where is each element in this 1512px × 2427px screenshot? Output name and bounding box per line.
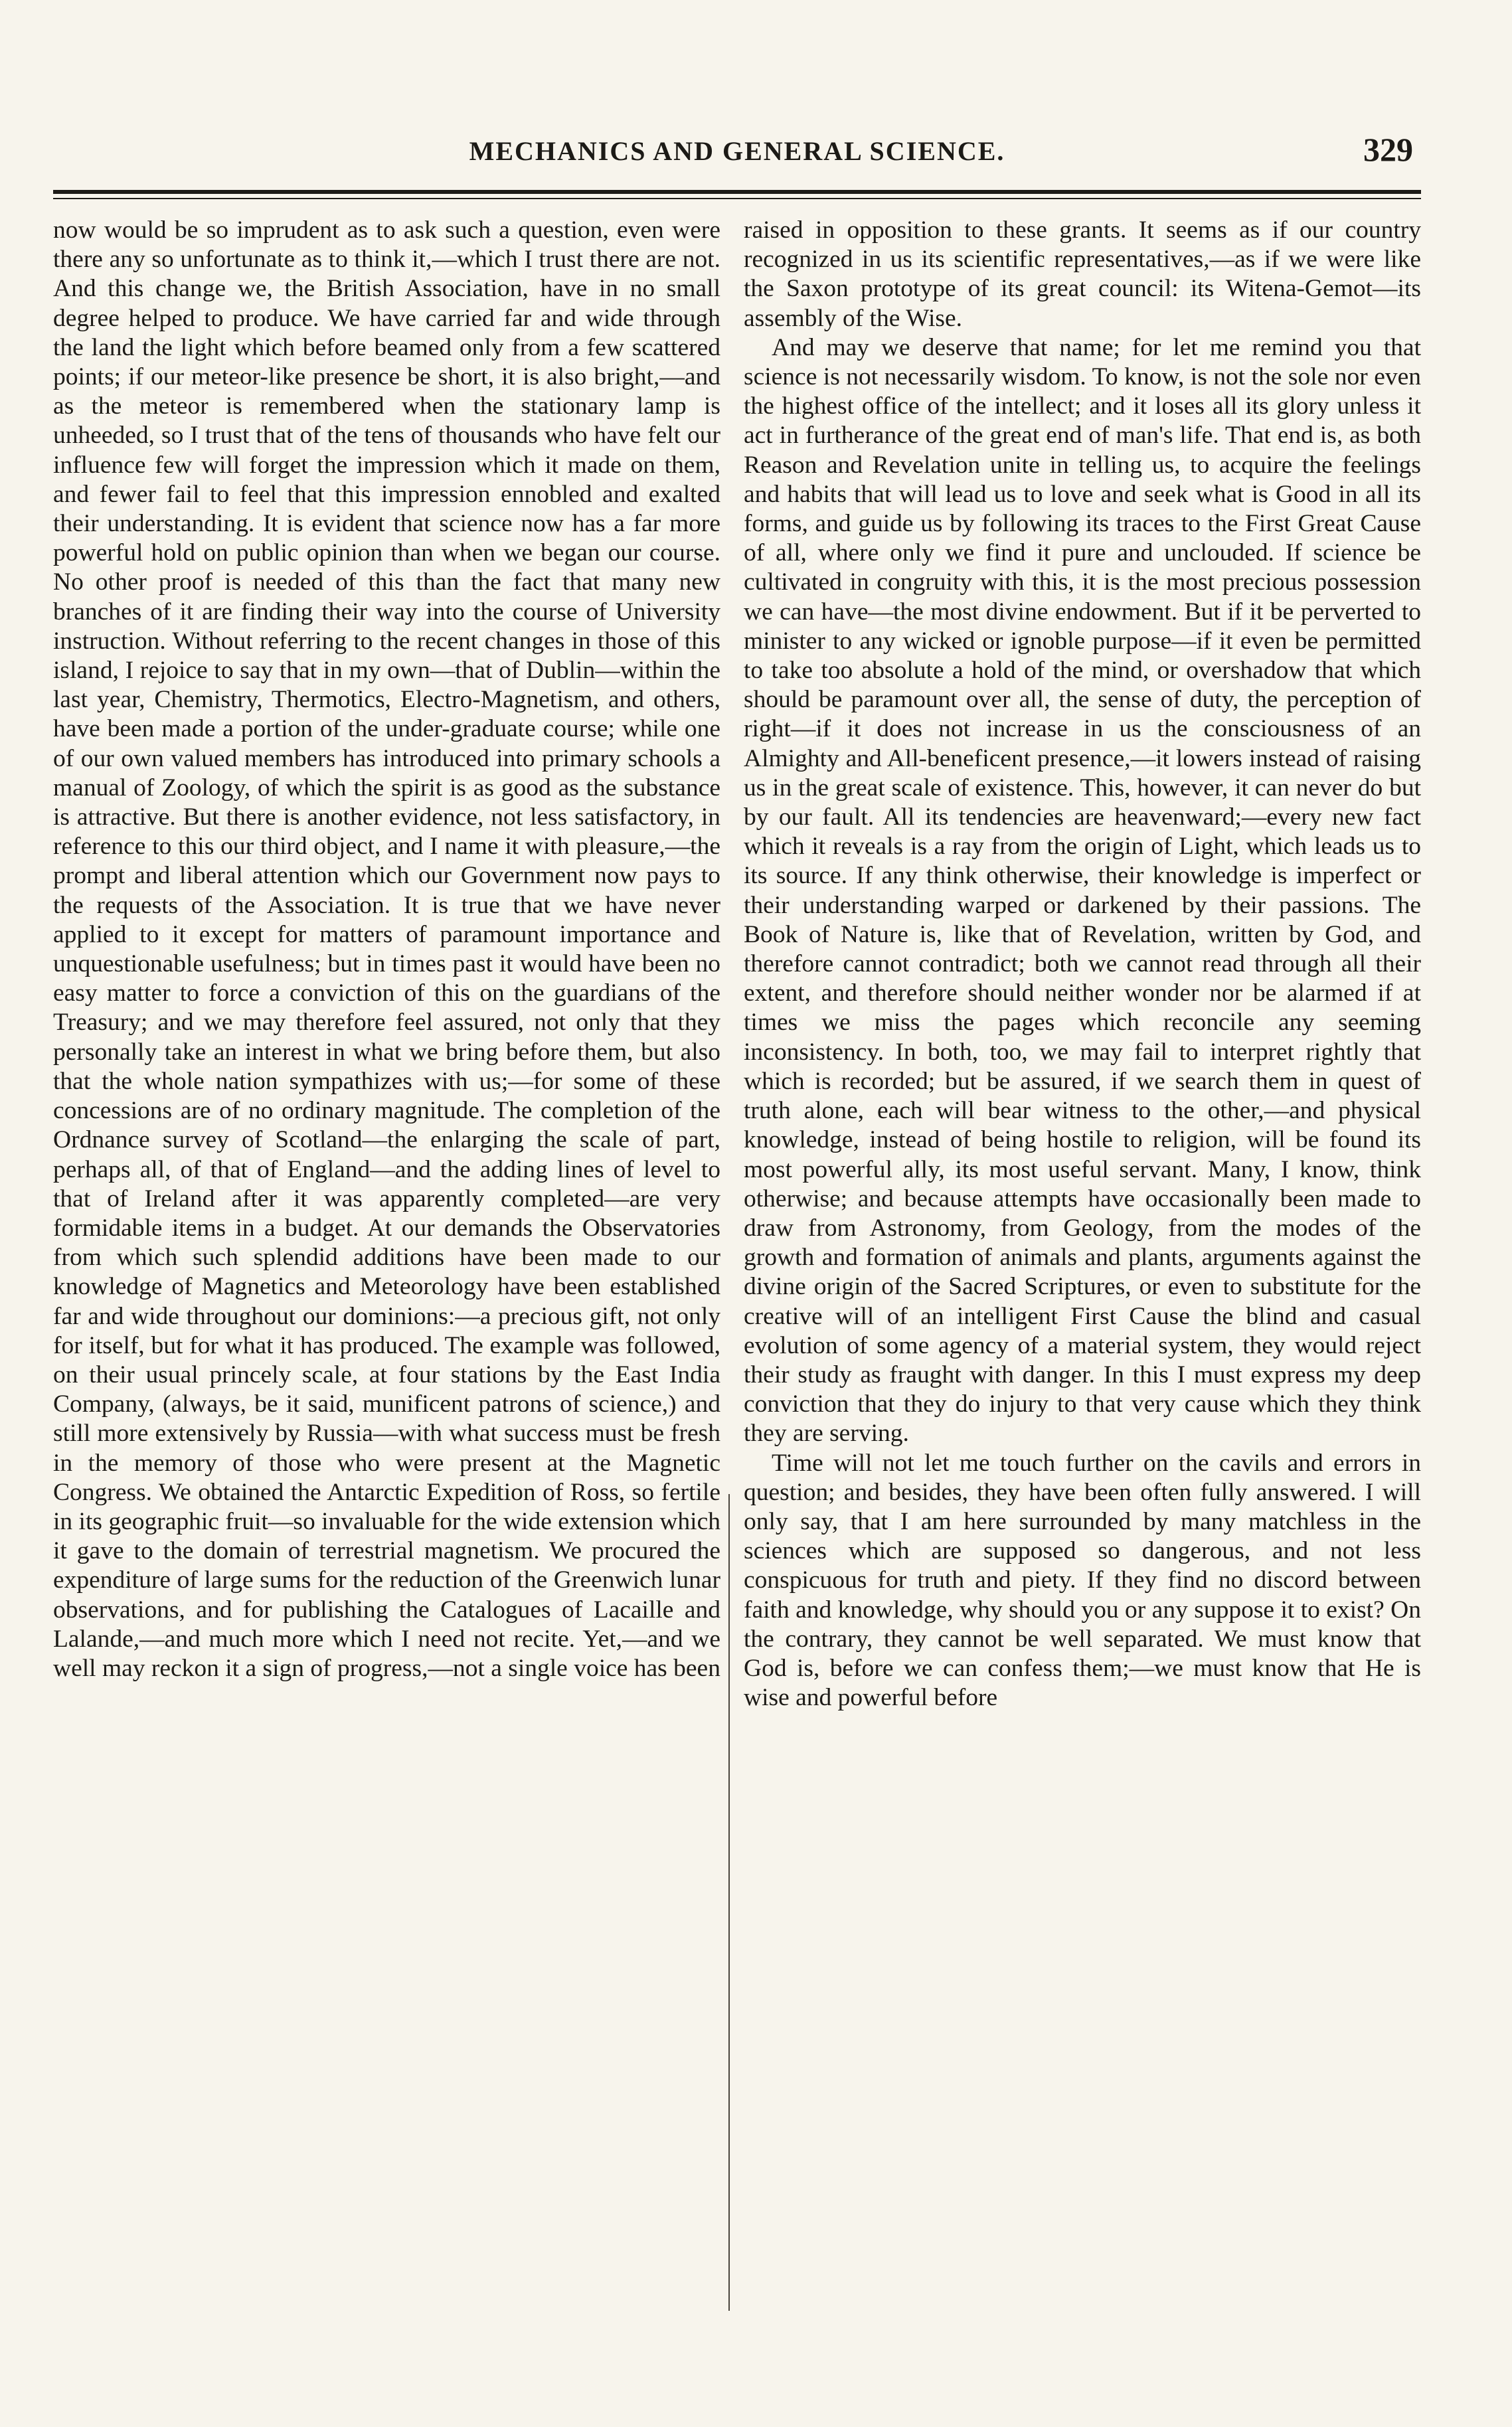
right-column (744, 216, 1421, 2307)
column-divider (728, 1494, 730, 2311)
header-rule-thick (53, 190, 1421, 194)
running-title: MECHANICS AND GENERAL SCIENCE. (469, 136, 1005, 166)
paragraph: raised in opposition to these grants. It seems as if our country recognized in us its scientific representatives,—as if we were like the Saxon prototype of its great council: its Witena-Gemot—its assembly of the Wise. (744, 216, 1421, 332)
paragraph: Time will not let me touch further on the cavils and errors in question; and besides, they have been often fully answered. I will only say, that I am here surrounded by many matchless in the sciences which are supposed so dangerous, and not less conspicuous for truth and piety. If they find no discord between faith and knowledge, why should you or any suppose it to exist? On the contrary, they cannot be well separated. We must know that God is, before we can confess them;—we must know that He is wise and powerful before (744, 1449, 1421, 1712)
left-column (53, 216, 720, 2307)
header-rule-thin (53, 198, 1421, 199)
page-number: 329 (1363, 131, 1413, 168)
paragraph: And may we deserve that name; for let me remind you that science is not necessarily wisdom. To know, is not the sole nor even the highest office of the intellect; and it loses all its glory unless it act in furtherance of the great end of man's life. That end is, as both Reason and Revelation unite in telling us, to acquire the feelings and habits that will lead us to love and seek what is Good in all its forms, and guide us by following its traces to the First Great Cause of all, where only we find it pure and unclouded. If science be cultivated in congruity with this, it is the most precious possession we can have—the most divine endowment. But if it be perverted to minister to any wicked or ignoble purpose—if it even be permitted to take too absolute a hold of the mind, or overshadow that which should be paramount over all, the sense of duty, the perception of right—if it does not increase in us the consciousness of an Almighty and All-beneficent presence,—it lowers instead of raising us in the great scale of existence. This, however, it can never do but by our fault. All its tendencies are heavenward;—every new fact which it reveals is a ray from the origin of Light, which leads us to its source. If any think otherwise, their knowledge is imperfect or their understanding warped or darkened by their passions. The Book of Nature is, like that of Revelation, written by God, and therefore cannot contradict; both we cannot read through all their extent, and therefore should neither wonder nor be alarmed if at times we miss the pages which reconcile any seeming inconsistency. In both, too, we may fail to interpret rightly that which is recorded; but be assured, if we search them in quest of truth alone, each will bear witness to the other,—and physical knowledge, instead of being hostile to religion, will be found its most powerful ally, its most useful servant. Many, I know, think otherwise; and because attempts have occasionally been made to draw from Astronomy, from Geology, from the modes of the growth and formation of animals and plants, arguments against the divine origin of the Sacred Scriptures, or even to substitute for the creative will of an intelligent First Cause the blind and casual evolution of some agency of a material system, they would reject their study as fraught with danger. In this I must express my deep conviction that they do injury to that very cause which they think they are serving. (744, 333, 1421, 1448)
running-head (53, 130, 1421, 177)
paragraph: now would be so imprudent as to ask such a question, even were there any so unfortunate as to think it,—which I trust there are not. And this change we, the British Association, have in no small degree helped to produce. We have carried far and wide through the land the light which before beamed only from a few scattered points; if our meteor-like presence be short, it is also bright,—and as the meteor is remembered when the stationary lamp is unheeded, so I trust that of the tens of thousands who have felt our influence few will forget the impression which it made on them, and fewer fail to feel that this impression ennobled and exalted their understanding. It is evident that science now has a far more powerful hold on public opinion than when we began our course. No other proof is needed of this than the fact that many new branches of it are finding their way into the course of University instruction. Without referring to the recent changes in those of this island, I rejoice to say that in my own—that of Dublin—within the last year, Chemistry, Thermotics, Electro-Magnetism, and others, have been made a portion of the under-graduate course; while one of our own valued members has introduced into primary schools a manual of Zoology, of which the spirit is as good as the substance is attractive. But there is another evidence, not less satisfactory, in reference to this our third object, and I name it with pleasure,—the prompt and liberal attention which our Government now pays to the requests of the Association. It is true that we have never applied to it except for matters of paramount importance and unquestionable usefulness; but in times past it would have been no easy matter to force a conviction of this on the guardians of the Treasury; and we may therefore feel assured, not only that they personally take an interest in what we bring before them, but also that the whole nation sympathizes with us;—for some of these concessions are of no ordinary magnitude. The completion of the Ordnance survey of Scotland—the enlarging the scale of part, perhaps all, of that of England—and the adding lines of level to that of Ireland after it was apparently completed—are very formidable items in a budget. At our demands the Observatories from which such splendid additions have been made to our knowledge of Magnetics and Meteorology have been established far and wide throughout our dominions:—a precious gift, not only for itself, but for what it has produced. The example was followed, on their usual princely scale, at four stations by the East India Company, (always, be it said, munificent patrons of science,) and still more extensively by Russia—with what success must be fresh in the memory of those who were present at the Magnetic Congress. We obtained the Antarctic Expedition of Ross, so fertile in its geographic fruit—so invaluable for the wide extension which it gave to the domain of terrestrial magnetism. We procured the expenditure of large sums for the reduction of the Greenwich lunar observations, and for publishing the Catalogues of Lacaille and Lalande,—and much more which I need not recite. Yet,—and we well may reckon it a sign of progress,—not a single voice has been (53, 216, 720, 1682)
